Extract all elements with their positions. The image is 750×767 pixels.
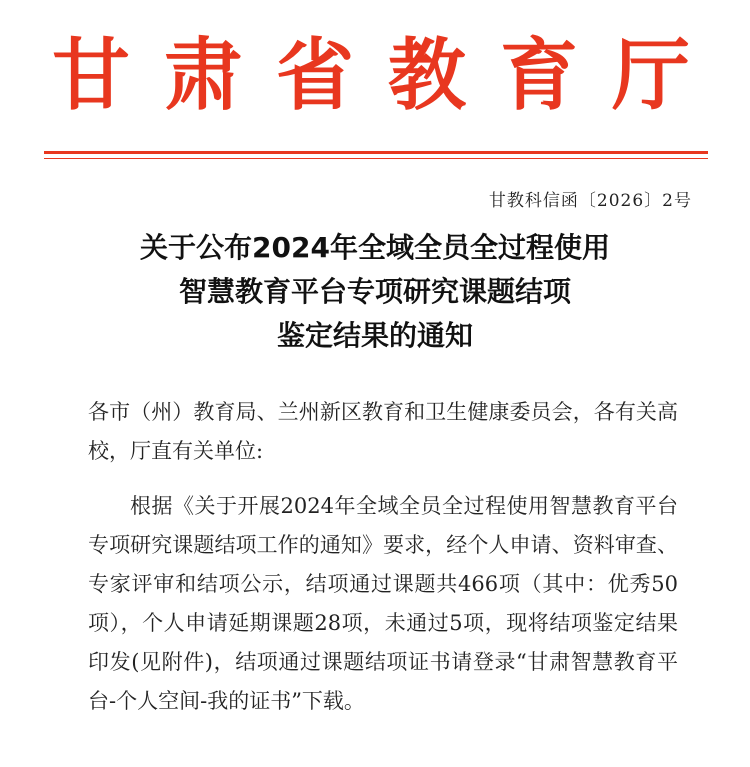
salutation: 各市（州）教育局、兰州新区教育和卫生健康委员会，各有关高校，厅直有关单位: (88, 400, 678, 463)
title-line-2: 智慧教育平台专项研究课题结项 (178, 275, 571, 308)
title-line-3: 鉴定结果的通知 (276, 319, 473, 352)
header-rule-thick (44, 151, 708, 154)
header-rule-thin (44, 158, 708, 159)
title-line-1: 关于公布2024年全域全员全过程使用 (140, 231, 610, 264)
letterhead-title: 甘肃省教育厅 (51, 31, 724, 121)
document-number: 甘教科信函〔2026〕2号 (488, 191, 692, 211)
body-paragraph: 根据《关于开展2024年全域全员全过程使用智慧教育平台专项研究课题结项工作的通知》要求，经个人申请、资料审查、专家评审和结项公示，结项通过课题共466项（其中：优秀50项），个人申请延期课题28项，未通过5项，现将结项鉴定结果印发(见附件)，结项通过课题结项证书请登录“甘肃智慧教育平台-个人空间-我的证书”下载。 (88, 494, 678, 713)
document-title (0, 226, 750, 358)
